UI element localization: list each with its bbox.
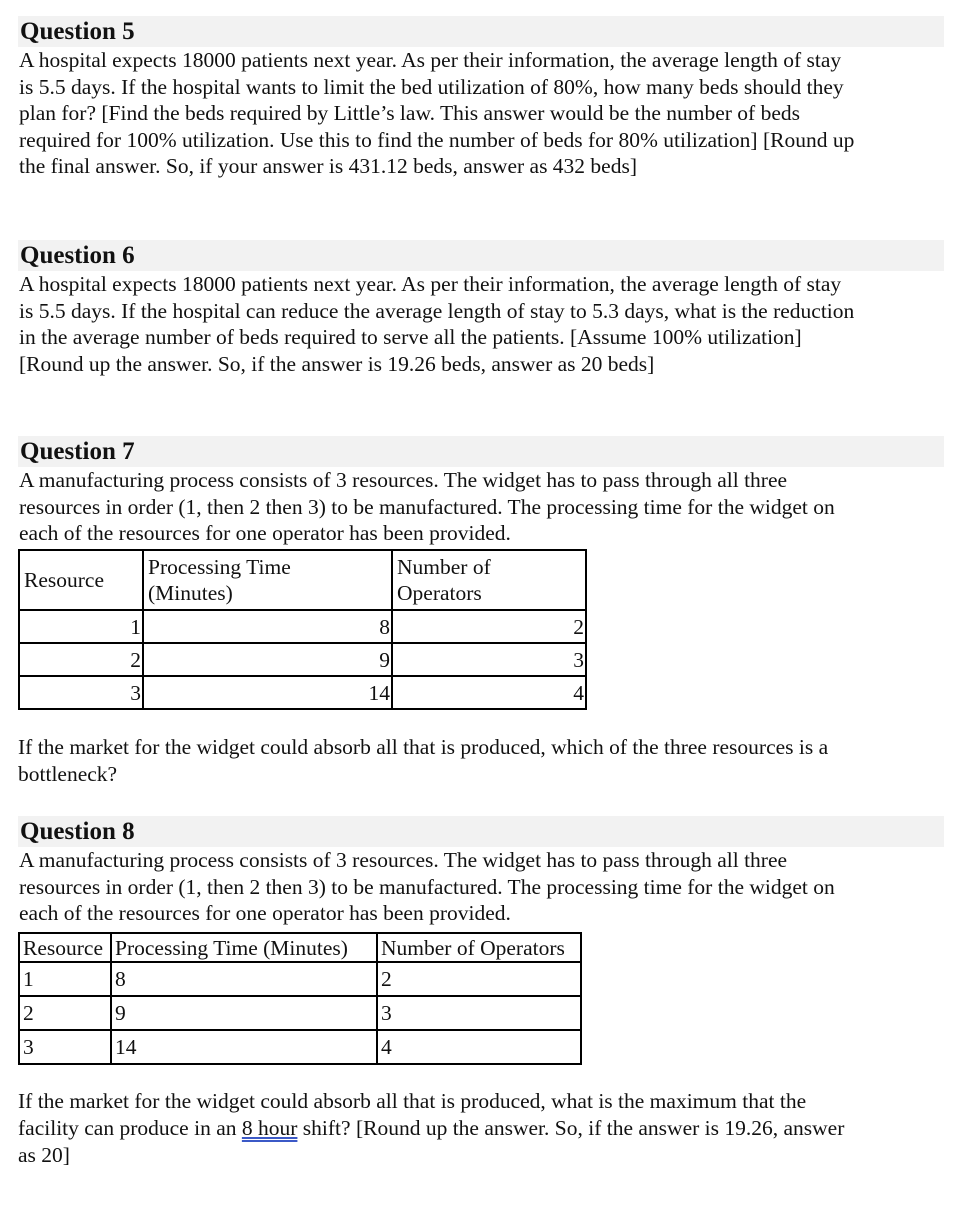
cell-resource: 3 [19, 676, 143, 709]
table-row [19, 996, 581, 1030]
q8-follow-line-2-start: facility can produce in an [18, 1116, 242, 1140]
question-8-title: Question 8 [18, 816, 944, 847]
header-resource: Resource [19, 933, 111, 962]
question-7-title: Question 7 [18, 436, 944, 467]
question-6 [18, 240, 944, 377]
cell-operators: 2 [392, 610, 586, 643]
question-6-text [18, 271, 944, 377]
q8-line: resources in order (1, then 2 then 3) to be manufactured. The processing time for the widget on [19, 874, 835, 899]
header-number-of-operators [392, 550, 586, 610]
question-7-text [18, 467, 944, 547]
question-7-table [18, 549, 587, 710]
table-row [19, 610, 586, 643]
header-operators-line2: Operators [397, 581, 482, 605]
table-row [19, 643, 586, 676]
q5-line: A hospital expects 18000 patients next year. As per their information, the average length of stay [19, 48, 842, 72]
cell-resource: 2 [19, 996, 111, 1030]
q5-line: is 5.5 days. If the hospital wants to limit the bed utilization of 80%, how many beds should they [19, 74, 844, 99]
cell-resource: 3 [19, 1030, 111, 1064]
cell-resource: 2 [19, 643, 143, 676]
cell-operators: 3 [377, 996, 581, 1030]
question-8-text [18, 847, 944, 927]
question-8 [18, 816, 944, 927]
cell-processing-time: 9 [143, 643, 392, 676]
q7-follow-line: bottleneck? [18, 762, 118, 786]
question-7 [18, 436, 944, 547]
q6-line: [Round up the answer. So, if the answer is 19.26 beds, answer as 20 beds] [19, 351, 655, 376]
table-row [19, 676, 586, 709]
table-header-row [19, 933, 581, 962]
cell-operators: 4 [377, 1030, 581, 1064]
q8-follow-line: If the market for the widget could absorb all that is produced, what is the maximum that the [18, 1089, 807, 1113]
q6-line: A hospital expects 18000 patients next year. As per their information, the average length of stay [19, 272, 842, 296]
q8-follow-line-2-end: shift? [Round up the answer. So, if the answer is 19.26, answer [297, 1116, 845, 1140]
q5-line: plan for? [Find the beds required by Little’s law. This answer would be the number of beds [19, 101, 800, 125]
cell-operators: 2 [377, 962, 581, 996]
cell-operators: 3 [392, 643, 586, 676]
q5-line: required for 100% utilization. Use this to find the number of beds for 80% utilization] [Round up [19, 127, 855, 152]
header-resource: Resource [19, 550, 143, 610]
q8-line: A manufacturing process consists of 3 resources. The widget has to pass through all three [19, 848, 788, 872]
cell-processing-time: 8 [111, 962, 377, 996]
q7-line: resources in order (1, then 2 then 3) to be manufactured. The processing time for the widget on [19, 494, 835, 519]
question-8-follow-up [18, 1088, 944, 1169]
q8-line: each of the resources for one operator has been provided. [19, 901, 511, 925]
q6-line: is 5.5 days. If the hospital can reduce the average length of stay to 5.3 days, what is the reduction [19, 298, 855, 323]
question-5 [18, 16, 944, 180]
cell-resource: 1 [19, 610, 143, 643]
cell-processing-time: 14 [143, 676, 392, 709]
underlined-8-hour: 8 hour [241, 1116, 298, 1140]
q8-follow-line: as 20] [18, 1143, 70, 1167]
q6-line: in the average number of beds required to serve all the patients. [Assume 100% utilization] [19, 325, 802, 349]
cell-operators: 4 [392, 676, 586, 709]
header-processing-time [143, 550, 392, 610]
header-processing-time-line1: Processing Time [148, 555, 291, 579]
q7-line: A manufacturing process consists of 3 resources. The widget has to pass through all three [19, 468, 788, 492]
question-5-title: Question 5 [18, 16, 944, 47]
question-8-table [18, 932, 582, 1065]
header-operators-line1: Number of [397, 555, 491, 579]
table-header-row [19, 550, 586, 610]
header-number-of-operators: Number of Operators [377, 933, 581, 962]
cell-processing-time: 14 [111, 1030, 377, 1064]
q7-follow-line: If the market for the widget could absorb all that is produced, which of the three resources is a [18, 735, 829, 759]
cell-resource: 1 [19, 962, 111, 996]
header-processing-time-line2: (Minutes) [148, 581, 233, 605]
cell-processing-time: 9 [111, 996, 377, 1030]
cell-processing-time: 8 [143, 610, 392, 643]
table-row [19, 962, 581, 996]
q7-line: each of the resources for one operator has been provided. [19, 521, 511, 545]
question-6-title: Question 6 [18, 240, 944, 271]
question-7-follow-up [18, 734, 944, 788]
table-row [19, 1030, 581, 1064]
question-5-text [18, 47, 944, 180]
header-processing-time: Processing Time (Minutes) [111, 933, 377, 962]
q5-line: the final answer. So, if your answer is 431.12 beds, answer as 432 beds] [19, 154, 637, 178]
